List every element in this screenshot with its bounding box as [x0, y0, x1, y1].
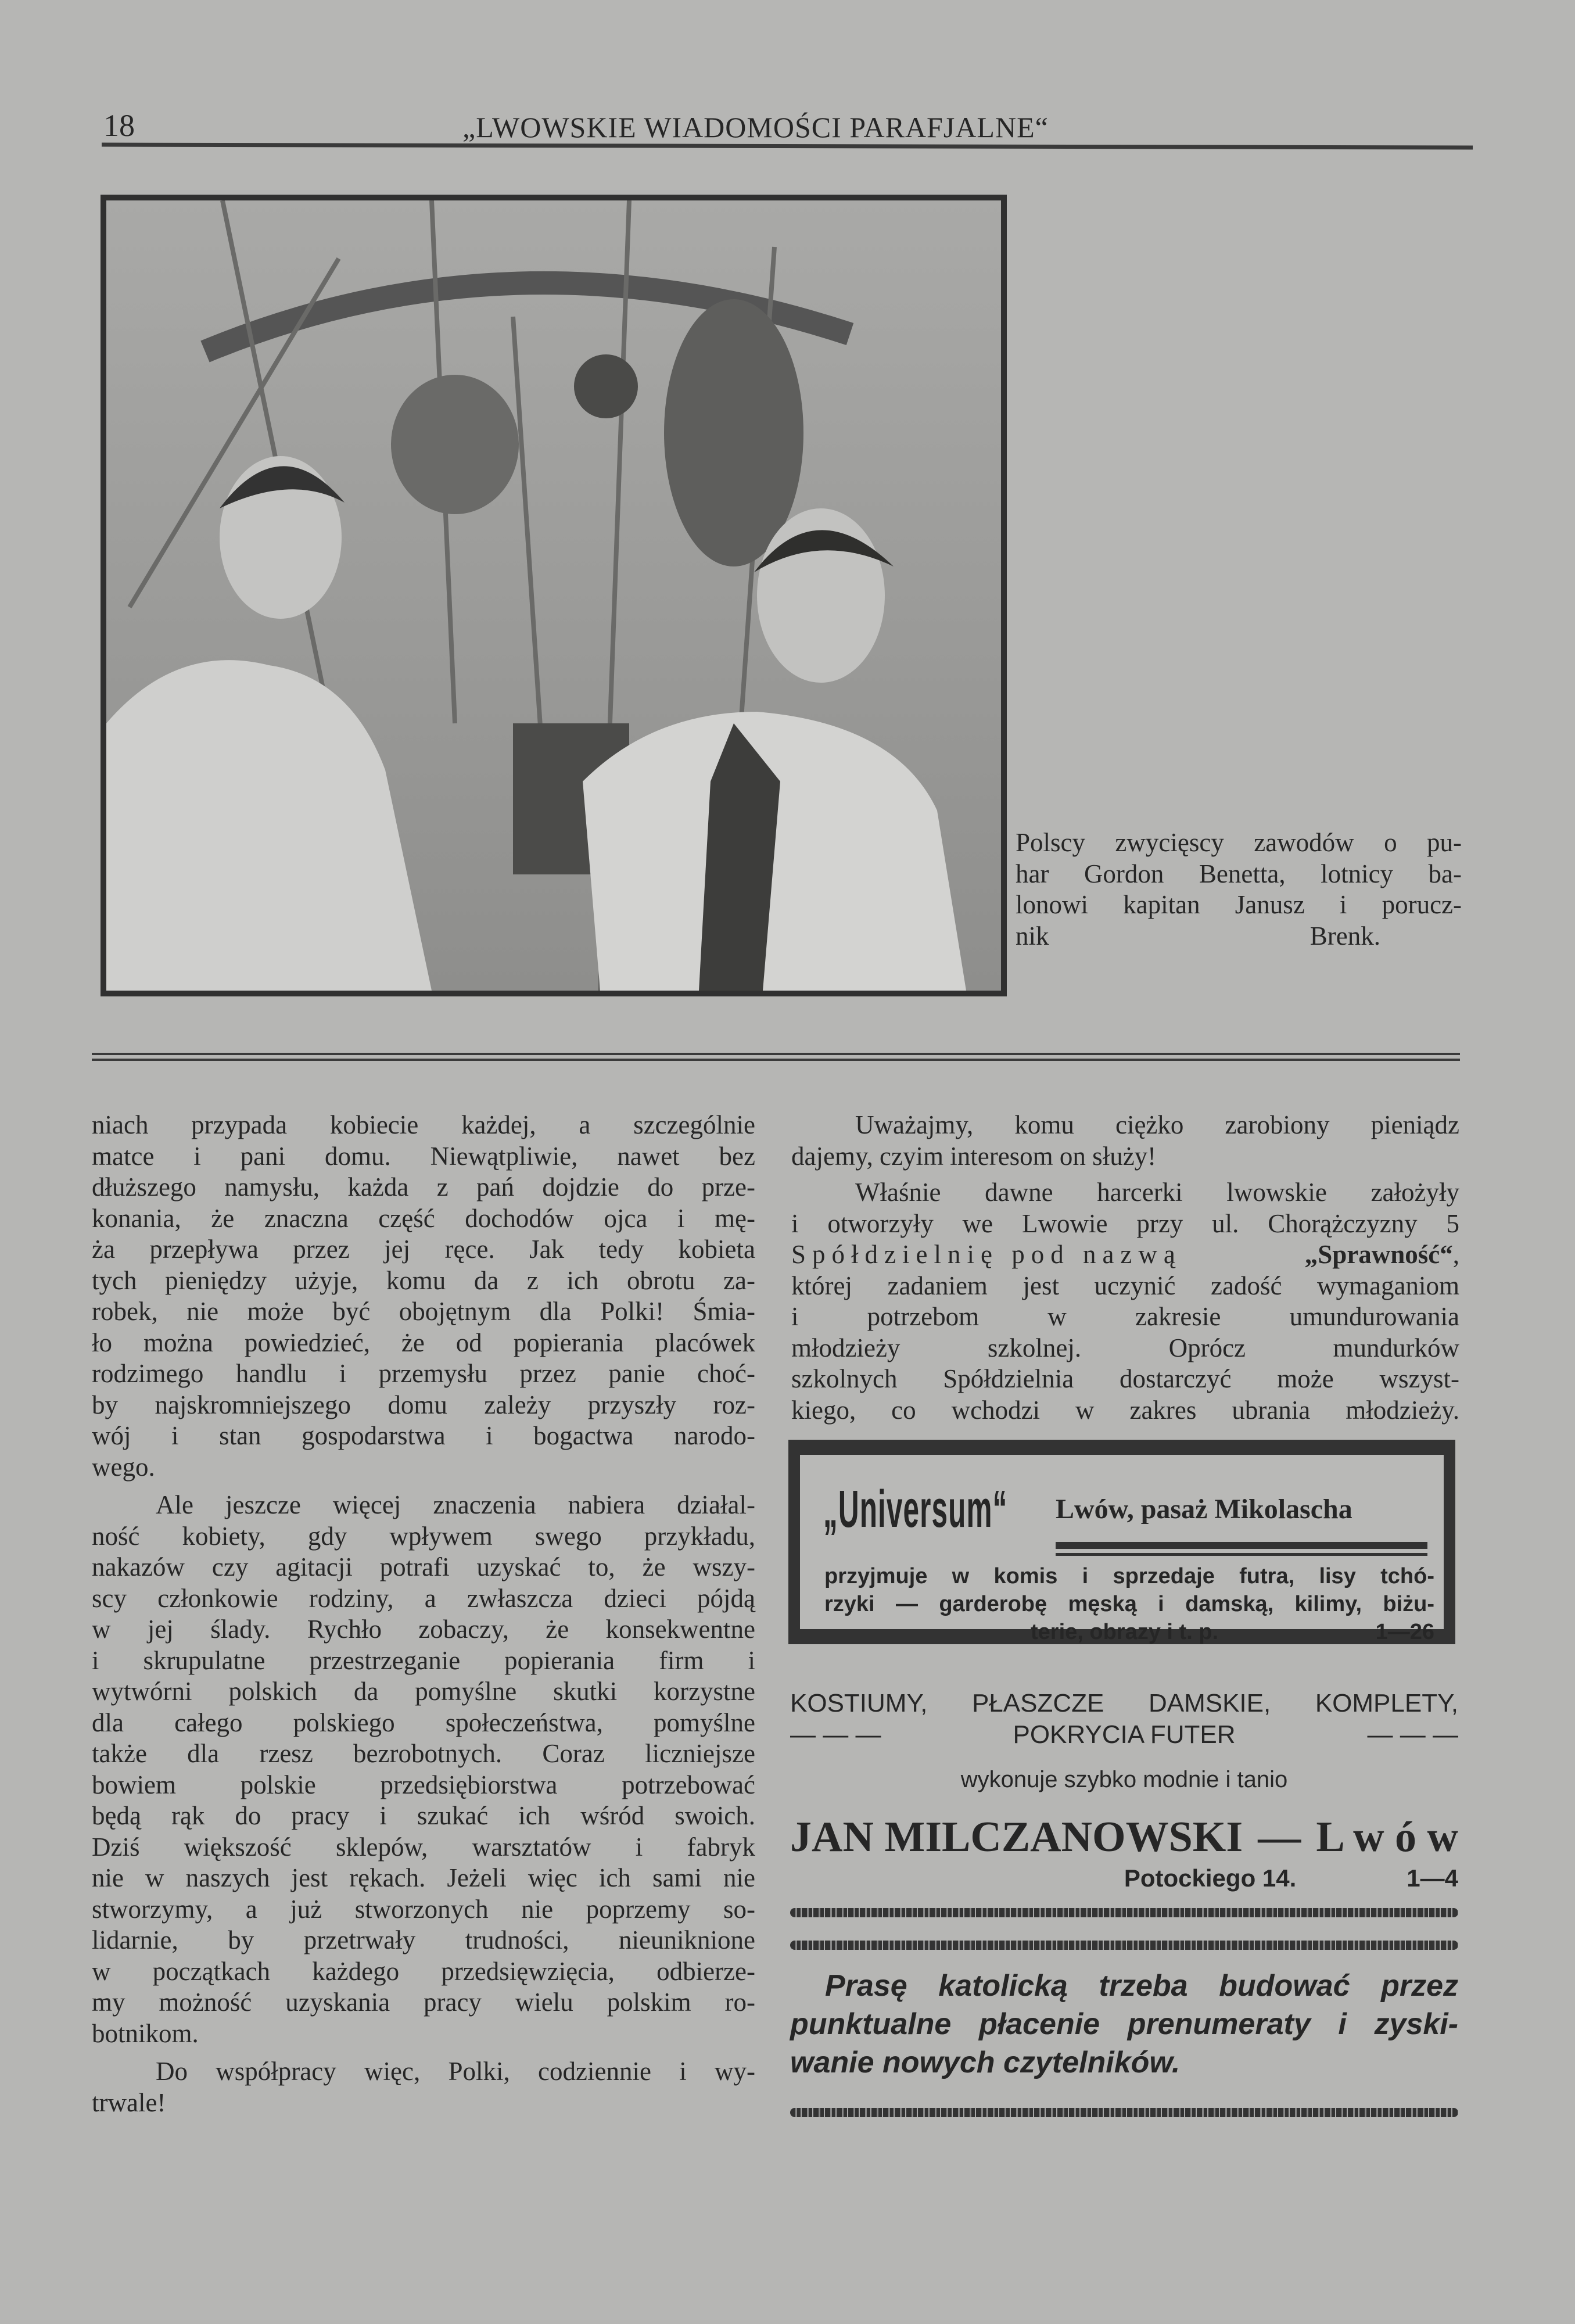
text-line: Ale jeszcze więcej znaczenia nabiera działal-	[156, 1490, 755, 1519]
ad-line: rzyki — garderobę męską i damską, kilimy, biżu-	[824, 1592, 1434, 1616]
text-line: młodzieży szkolnej. Oprócz mundurków	[791, 1333, 1459, 1362]
text-line: szkolnych Spółdzielnia dostarczyć może wszyst-	[791, 1364, 1459, 1393]
text-line: robek, nie może być obojętnym dla Polki! Śmia-	[92, 1297, 755, 1326]
text-line: ło można powiedzieć, że od popierania placówek	[92, 1328, 755, 1357]
text-line: matce i pani domu. Niewątpliwie, nawet bez	[92, 1141, 755, 1171]
text-line: nie w naszych jest rękach. Jeżeli więc ich sami nie	[92, 1863, 755, 1892]
section-rule	[92, 1059, 1460, 1061]
text-line: my możność uzyskania pracy wielu polskim ro-	[92, 1988, 755, 2017]
ad-milczanowski	[790, 1682, 1458, 1903]
text-line: stworzymy, a już stworzonych nie poprzemy so-	[92, 1894, 755, 1924]
cooperative-name-bold: „Sprawność“	[1304, 1240, 1453, 1269]
page-number: 18	[103, 108, 135, 143]
cooperative-name	[1305, 1239, 1459, 1271]
motto	[790, 1967, 1458, 2082]
text-line: niach przypada kobiecie każdej, a szczególnie	[92, 1110, 755, 1139]
text-line: konania, że znaczna część dochodów ojca i mę-	[92, 1203, 755, 1233]
dashes: — — —	[1367, 1720, 1458, 1749]
caption-line: har Gordon Benetta, lotnicy ba-	[1016, 859, 1462, 888]
caption-line: nik Brenk.	[1016, 921, 1380, 951]
text-line: Uważajmy, komu ciężko zarobiony pieniądz	[855, 1110, 1459, 1139]
caption-line: Polscy zwycięscy zawodów o pu-	[1016, 828, 1462, 857]
text-line: i skrupulatne przestrzeganie popierania firm i	[92, 1645, 755, 1675]
text-line: by najskromniejszego domu zależy przyszły roz-	[92, 1390, 755, 1419]
ad-body	[824, 1562, 1434, 1646]
photo-caption	[1016, 825, 1462, 949]
motto-line: punktualne płacenie prenumeraty i zyski-	[790, 2007, 1458, 2041]
text-line: trwale!	[92, 2088, 166, 2117]
text-line: Dziś większość sklepów, warsztatów i fabryk	[92, 1832, 755, 1862]
ornament-rule	[790, 2108, 1458, 2117]
text-line	[791, 1239, 1459, 1271]
text-line: dłuższego namysłu, każda z pań dojdzie do prze-	[92, 1172, 755, 1202]
ad-headline	[790, 1814, 1458, 1860]
text-line: scy członkowie rodziny, a zwłaszcza dzieci pójdą	[92, 1583, 755, 1613]
ad-brand: „Universum“	[823, 1480, 1008, 1538]
motto-line: Prasę katolicką trzeba budować przez	[825, 1969, 1458, 2003]
text-line: rodzimego handlu i przemysłu przez panie choć-	[92, 1359, 755, 1388]
ad-line: KOSTIUMY, PŁASZCZE DAMSKIE, KOMPLETY,	[790, 1689, 1458, 1717]
paragraph	[92, 1110, 755, 1483]
paragraph	[92, 2056, 755, 2118]
ad-universum	[788, 1440, 1455, 1644]
text-line: dla całego polskiego społeczeństwa, pomyślne	[92, 1708, 755, 1737]
text-line: botnikom.	[92, 2018, 199, 2048]
paragraph	[92, 1490, 755, 2049]
dashes: — — —	[790, 1720, 881, 1749]
text-line: tych pieniędzy użyje, komu da z ich obrotu za-	[92, 1265, 755, 1295]
ad-street: Potockiego 14.	[1124, 1864, 1297, 1892]
ad-underline	[1056, 1542, 1427, 1556]
caption-line: lonowi kapitan Janusz i porucz-	[1016, 890, 1462, 919]
text-line: będą rąk do pracy i szukać ich wśród swoich.	[92, 1801, 755, 1830]
article-left-column	[92, 1110, 755, 2124]
ad-products: POKRYCIA FUTER	[1013, 1720, 1236, 1749]
ad-code: 1—4	[1407, 1864, 1458, 1892]
text-line: Do współpracy więc, Polki, codziennie i wy-	[156, 2057, 755, 2086]
text-line: i otworzyły we Lwowie przy ul. Chorążczyzny 5	[791, 1208, 1459, 1238]
section-rule	[92, 1053, 1460, 1055]
spaced-text: Spółdzielnię pod nazwą	[791, 1240, 1182, 1269]
dash: —	[1258, 1813, 1301, 1861]
text-line: ność kobiety, gdy wpływem swego przykładu,	[92, 1521, 755, 1551]
text-line: wój i stan gospodarstwa i bogactwa narodo-	[92, 1421, 755, 1450]
text-line: ża przepływa przez jej ręce. Jak tedy kobieta	[92, 1235, 755, 1264]
text-line: nakazów czy agitacji potrafi uzyskać to, że wszy-	[92, 1552, 755, 1581]
ad-city: L w ó w	[1316, 1813, 1458, 1861]
text-line: wego.	[92, 1452, 155, 1482]
ad-address-line	[790, 1864, 1458, 1892]
ornament-rule	[790, 1908, 1458, 1917]
photo-image	[106, 200, 1001, 991]
text-line: dajemy, czyim interesom on służy!	[791, 1141, 1157, 1171]
ad-line: przyjmuje w komis i sprzedaje futra, lisy tchó-	[824, 1564, 1434, 1588]
text-line: i potrzebom w zakresie umundurowania	[791, 1302, 1459, 1331]
ad-line	[824, 1618, 1434, 1646]
paragraph	[791, 1177, 1459, 1426]
ad-last-line: terie, obrazy i t. p.	[1031, 1620, 1219, 1644]
header-rule	[102, 143, 1473, 150]
running-title: „LWOWSKIE WIADOMOŚCI PARAFJALNE“	[462, 111, 1049, 144]
text-line: której zadaniem jest uczynić zadość wymaganiom	[791, 1271, 1459, 1300]
article-right-column	[791, 1110, 1459, 1431]
paragraph	[791, 1110, 1459, 1172]
text-line: kiego, co wchodzi w zakres ubrania młodzieży.	[791, 1395, 1459, 1425]
text-line: Właśnie dawne harcerki lwowskie założyły	[855, 1178, 1459, 1207]
ornament-rule	[790, 1941, 1458, 1950]
text-line: także dla rzesz bezrobotnych. Coraz liczniejsze	[92, 1739, 755, 1768]
text-line: w jej ślady. Rychło zobaczy, że konsekwentne	[92, 1615, 755, 1644]
comma: ,	[1452, 1240, 1459, 1269]
text-line: lidarnie, by przetrwały trudności, nieuniknione	[92, 1925, 755, 1954]
text-line: w początkach każdego przedsięwzięcia, odbierze-	[92, 1956, 755, 1986]
ad-code: 1—26	[1375, 1620, 1434, 1644]
photo-balloonists	[101, 195, 1007, 996]
text-line: wytwórni polskich da pomyślne skutki korzystne	[92, 1677, 755, 1706]
text-line: bowiem polskie przedsiębiorstwa potrzebować	[92, 1770, 755, 1799]
ad-line	[790, 1720, 1458, 1749]
ad-line: wykonuje szybko modnie i tanio	[960, 1767, 1288, 1792]
ad-name: JAN MILCZANOWSKI	[790, 1813, 1243, 1861]
ad-address: Lwów, pasaż Mikolascha	[1056, 1494, 1352, 1525]
motto-line: wanie nowych czytelników.	[790, 2046, 1181, 2079]
